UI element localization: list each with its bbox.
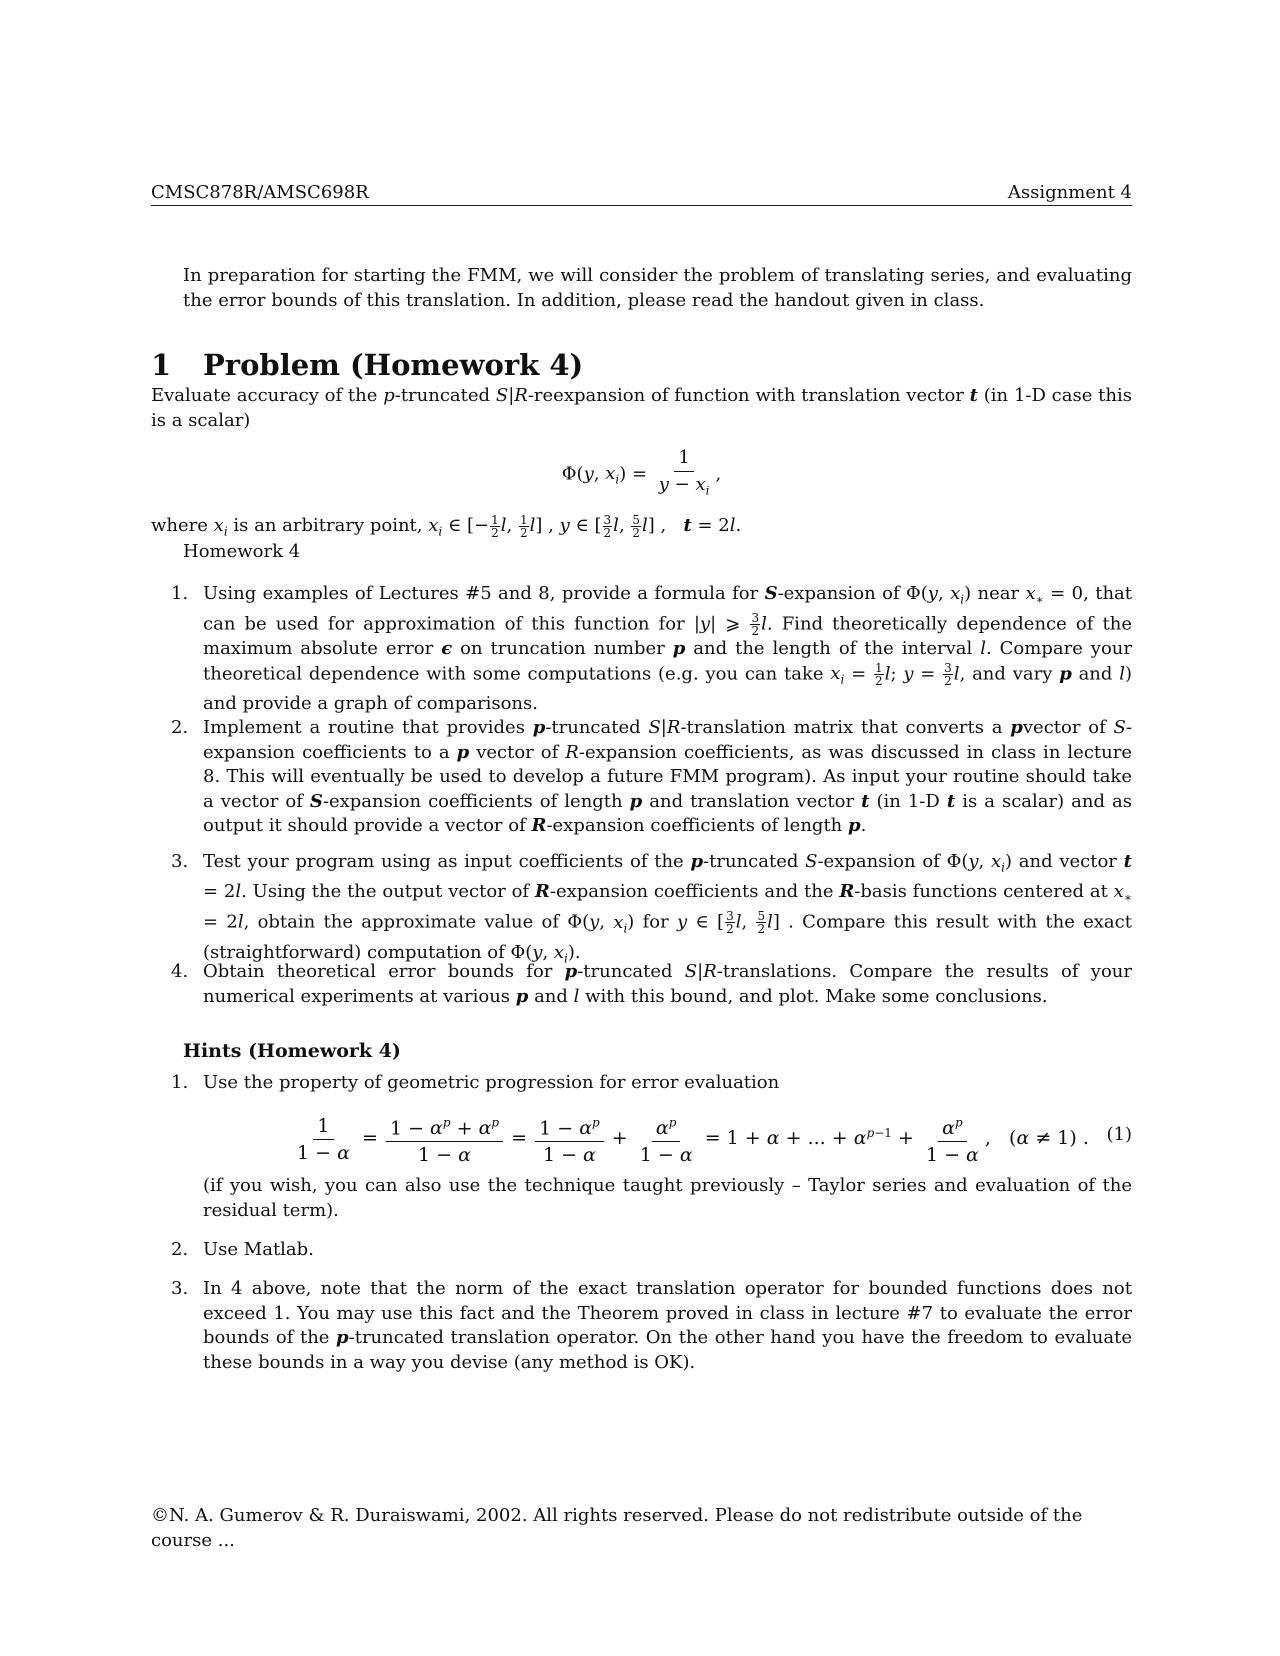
problem-statement: Evaluate accuracy of the p-truncated S|R-reexpansion of function with translation vector t (in 1-D case this is a scalar) (151, 385, 1132, 431)
where-line: where $x_i$ is an arbitrary point, $x_i$ ∈ [− $\frac{1}{2}$ l, $\frac{1}{2}$ l] , y ∈ [ $\frac{3}{2}$ l, $\frac{5}{2}$ l] , t = 2l. (151, 512, 742, 540)
hint-item: 1. Use the property of geometric progression for error evaluation (171, 1072, 780, 1093)
hint-item: 2. Use Matlab. (171, 1239, 314, 1260)
copyright-footer: ©N. A. Gumerov & R. Duraiswami, 2002. All rights reserved. Please do not redistribute outside of the course ... (151, 1505, 1083, 1551)
list-item: 2. Implement a routine that provides p-truncated S|R-translation matrix that converts a pvector of S-expansion coefficients to a p vector of R-expansion coefficients, as was discussed in class in lecture 8. This will eventually be used to develop a future FMM program). As input your routine should take a vector of S-expansion coefficients of length p and translation vector t (in 1-D t is a scalar) and as output it should provide a vector of R-expansion coefficients of length p. (171, 717, 1132, 836)
intro-paragraph: In preparation for starting the FMM, we will consider the problem of translating series, and evaluating the error bounds of this translation. In addition, please read the handout given in class. (183, 265, 1132, 311)
hint-item: 3. In 4 above, note that the norm of the exact translation operator for bounded functions does not exceed 1. You may use this fact and the Theorem proved in class in lecture #7 to evaluate the error bounds of the p-truncated translation operator. On the other hand you have the freedom to evaluate these bounds in a way you devise (any method is OK). (171, 1278, 1132, 1373)
hint-note: (if you wish, you can also use the technique taught previously – Taylor series and evaluation of the residual term). (203, 1175, 1132, 1221)
list-item: 1. Using examples of Lectures #5 and 8, provide a formula for S-expansion of Φ(y, $x_i$) near $x_∗ = 0$, that can be used for approximation of this function for |y| ⩾ $\frac{3}{2}$ l. Find theoretically dependence of the maximum absolute error ϵ on truncation number p and the length of the interval l. Compare your theoretical dependence with some computations (e.g. you can take $x_i$ = $\frac{1}{2}$ l; y = $\frac{3}{2}$ l, and vary p and l) and provide a graph of comparisons. (171, 583, 1133, 715)
equation-1: $\frac{1}{1 - \alpha}$ = $\frac{1 - \alpha^p + \alpha^p}{1 - \alpha}$ = $\frac{1 - \alpha^p}{1 - \alpha}$ + $\frac{\alpha^p}{1 - \alpha}$ = 1 + α + ... + $\alpha^{p-1}$ + $\frac{\alpha^p}{1 - \alpha}$ , (α ≠ 1) . (1) (151, 1110, 1132, 1170)
page-header (151, 182, 1132, 206)
phi-equation: Φ(y, $x_i$) = $\frac{1}{y - x_i}$ , (561, 447, 722, 498)
section-heading: 1 Problem (Homework 4) (151, 348, 584, 382)
list-item: 4. Obtain theoretical error bounds for p-truncated S|R-translations. Compare the results of your numerical experiments at various p and l with this bound, and plot. Make some conclusions. (171, 961, 1132, 1007)
equation-number: (1) (1106, 1124, 1132, 1145)
list-item: 3. Test your program using as input coefficients of the p-truncated S-expansion of Φ(y, $x_i$) and vector t = 2l. Using the the output vector of R-expansion coefficients and the R-basis functions centered at $x_∗ = 2l$, obtain the approximate value of Φ(y, $x_i$) for y ∈ [ $\frac{3}{2}$ l, $\frac{5}{2}$ l] . Compare this result with the exact (straightforward) computation of Φ(y, $x_i$). (171, 851, 1132, 966)
assignment-label: Assignment 4 (1007, 182, 1132, 203)
homework-label: Homework 4 (183, 541, 301, 562)
hints-heading: Hints (Homework 4) (183, 1040, 401, 1062)
course-code: CMSC878R/AMSC698R (151, 182, 369, 203)
